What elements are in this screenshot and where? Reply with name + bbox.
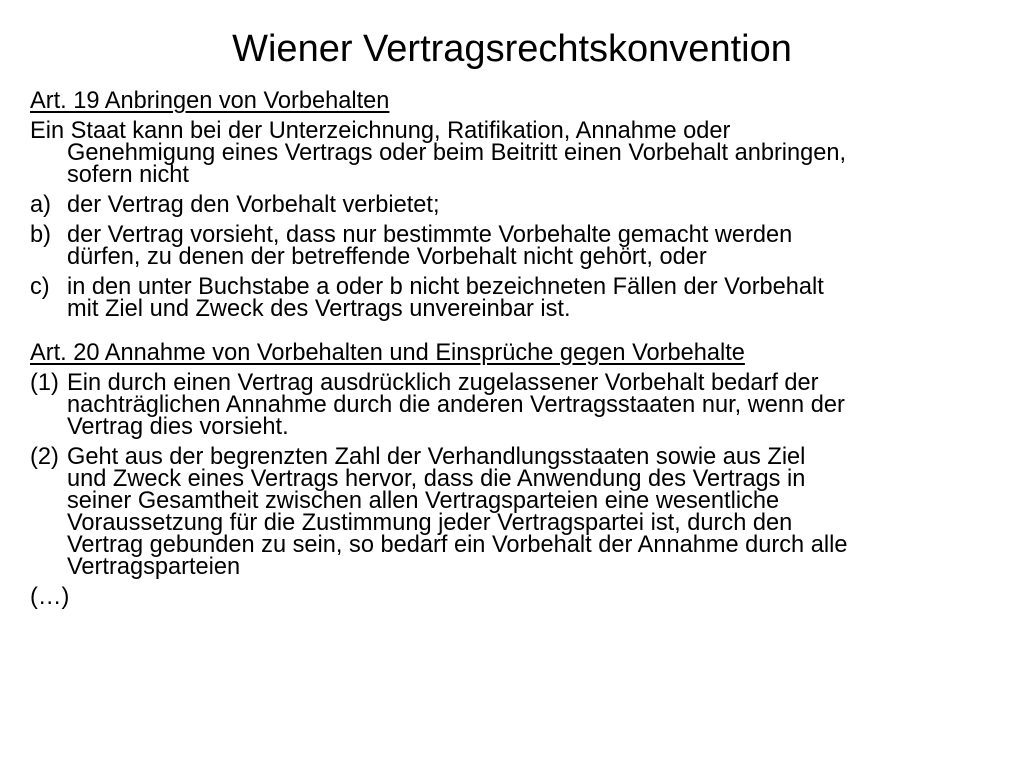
ellipsis: (…)	[30, 584, 70, 610]
slide-content	[30, 90, 1020, 616]
list-item-text: in den unter Buchstabe a oder b nicht bezeichneten Fällen der Vorbehalt	[67, 274, 824, 300]
art19-heading: Art. 19 Anbringen von Vorbehalten	[30, 88, 390, 114]
art20-heading: Art. 20 Annahme von Vorbehalten und Einsprüche gegen Vorbehalte	[30, 340, 745, 366]
list-item-text: Vertrag dies vorsieht.	[67, 414, 289, 440]
list-item-marker: (2)	[30, 444, 59, 470]
art20-heading-block	[30, 342, 1020, 364]
art19-intro-line: Ein Staat kann bei der Unterzeichnung, Ratifikation, Annahme oder	[30, 118, 731, 144]
art19-item-a	[30, 194, 1020, 216]
list-item-text: der Vertrag vorsieht, dass nur bestimmte Vorbehalte gemacht werden	[67, 222, 793, 248]
art19-intro-line: sofern nicht	[67, 162, 189, 188]
list-item-text: Voraussetzung für die Zustimmung jeder Vertragspartei ist, durch den	[67, 510, 793, 536]
list-item-text: nachträglichen Annahme durch die anderen Vertragsstaaten nur, wenn der	[67, 392, 845, 418]
list-item-text: Vertrag gebunden zu sein, so bedarf ein Vorbehalt der Annahme durch alle	[67, 532, 848, 558]
list-item-text: der Vertrag den Vorbehalt verbietet;	[67, 192, 440, 218]
art20-item-1	[30, 372, 1020, 438]
list-item-text: dürfen, zu denen der betreffende Vorbehalt nicht gehört, oder	[67, 244, 707, 270]
list-item-text: Geht aus der begrenzten Zahl der Verhandlungsstaaten sowie aus Ziel	[67, 444, 806, 470]
list-item-text: mit Ziel und Zweck des Vertrags unvereinbar ist.	[67, 296, 571, 322]
list-item-text: und Zweck eines Vertrags hervor, dass die Anwendung des Vertrags in	[67, 466, 806, 492]
art20-ellipsis-block	[30, 586, 1020, 608]
art19-item-b	[30, 224, 1020, 268]
art20-item-2	[30, 446, 1020, 578]
art19-item-c	[30, 276, 1020, 320]
list-item-marker: a)	[30, 192, 51, 218]
list-item-marker: b)	[30, 222, 51, 248]
list-item-text: Vertragsparteien	[67, 554, 241, 580]
art19-intro-line: Genehmigung eines Vertrags oder beim Beitritt einen Vorbehalt anbringen,	[67, 140, 847, 166]
list-item-marker: c)	[30, 274, 50, 300]
list-item-marker: (1)	[30, 370, 59, 396]
art19-heading-block	[30, 90, 1020, 112]
list-item-text: Ein durch einen Vertrag ausdrücklich zugelassener Vorbehalt bedarf der	[67, 370, 819, 396]
list-item-text: seiner Gesamtheit zwischen allen Vertragsparteien eine wesentliche	[67, 488, 780, 514]
page-title: Wiener Vertragsrechtskonvention	[232, 28, 792, 70]
art19-intro	[30, 120, 1020, 186]
